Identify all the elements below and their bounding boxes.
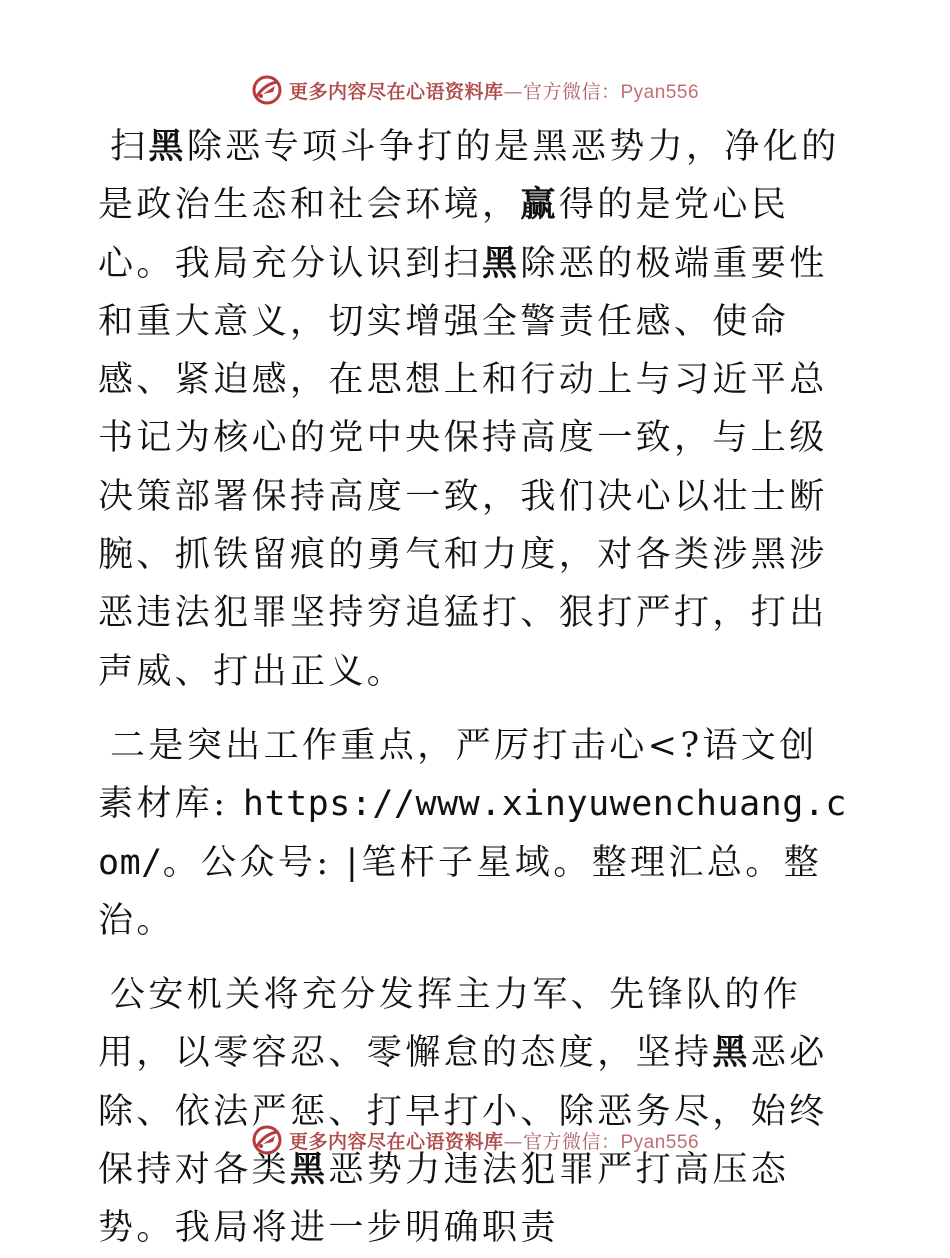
paragraph-1 — [98, 118, 854, 701]
footer-separator: — — [503, 1130, 523, 1153]
p1-segment-c: 除恶专项斗争打的是黑恶势力，净化的是政治生态和社会环境， — [98, 127, 840, 226]
p1-segment-e: 得的是党心民心。我局充分认识到扫 — [98, 185, 790, 284]
p1-segment-g: 除恶的极端重要性和重大意义，切实增强全警责任感、使命感、紧迫感，在思想上和行动上与习近平总书记为核心的党中央保持高度一致，与上级决策部署保持高度一致，我们决心以壮士断腕、抓铁留痕的勇气和力度，对各类涉黑涉恶违法犯罪坚持穷追猛打、狠打严打，打出声威、打出正义。 — [98, 243, 828, 692]
p1-segment-f: 黑 — [482, 243, 521, 284]
p3-segment-b: 黑 — [712, 1033, 751, 1074]
p1-segment-b: 黑 — [148, 127, 187, 167]
p3-segment-e: 恶势力违法犯罪严打高压态势。我局将进一步明确职责 — [98, 1150, 790, 1249]
paragraph-2 — [98, 717, 854, 950]
header-brand: 更多内容尽在心语资料库 — [288, 80, 504, 103]
footer-brand: 更多内容尽在心语资料库 — [288, 1130, 504, 1153]
document-body — [98, 118, 854, 1258]
p1-segment-d: 赢 — [520, 185, 559, 226]
p3-segment-a: 公安机关将充分发挥主力军、先锋队的作用，以零容忍、零懈怠的态度，坚持 — [98, 975, 802, 1074]
header-separator: — — [503, 80, 523, 103]
header-wechat-label: 官方微信： — [522, 80, 621, 103]
p2-url: https://www.xinyuwenchuang.com/ — [98, 784, 847, 883]
footer-wechat-label: 官方微信： — [522, 1130, 621, 1153]
footer-banner — [0, 1120, 950, 1160]
p2-segment-a: 二是突出工作重点，严厉打击心<?语文创素材库: — [98, 725, 818, 825]
pen-logo-icon — [251, 1124, 283, 1156]
header-account: Pyan556 — [620, 81, 700, 103]
header-banner-text — [289, 77, 699, 104]
pen-logo-icon — [251, 74, 283, 106]
paragraph-3 — [98, 966, 854, 1257]
p1-segment-a: 扫 — [110, 127, 149, 167]
p3-segment-d: 黑 — [290, 1150, 329, 1191]
footer-banner-text — [289, 1127, 699, 1154]
header-banner — [0, 70, 950, 110]
p3-segment-c: 恶必除、依法严惩、打早打小、除恶务尽，始终保持对各类 — [98, 1033, 828, 1191]
footer-account: Pyan556 — [620, 1131, 700, 1153]
p2-segment-b: 。公众号: |笔杆子星域。整理汇总。整治。 — [98, 842, 823, 941]
